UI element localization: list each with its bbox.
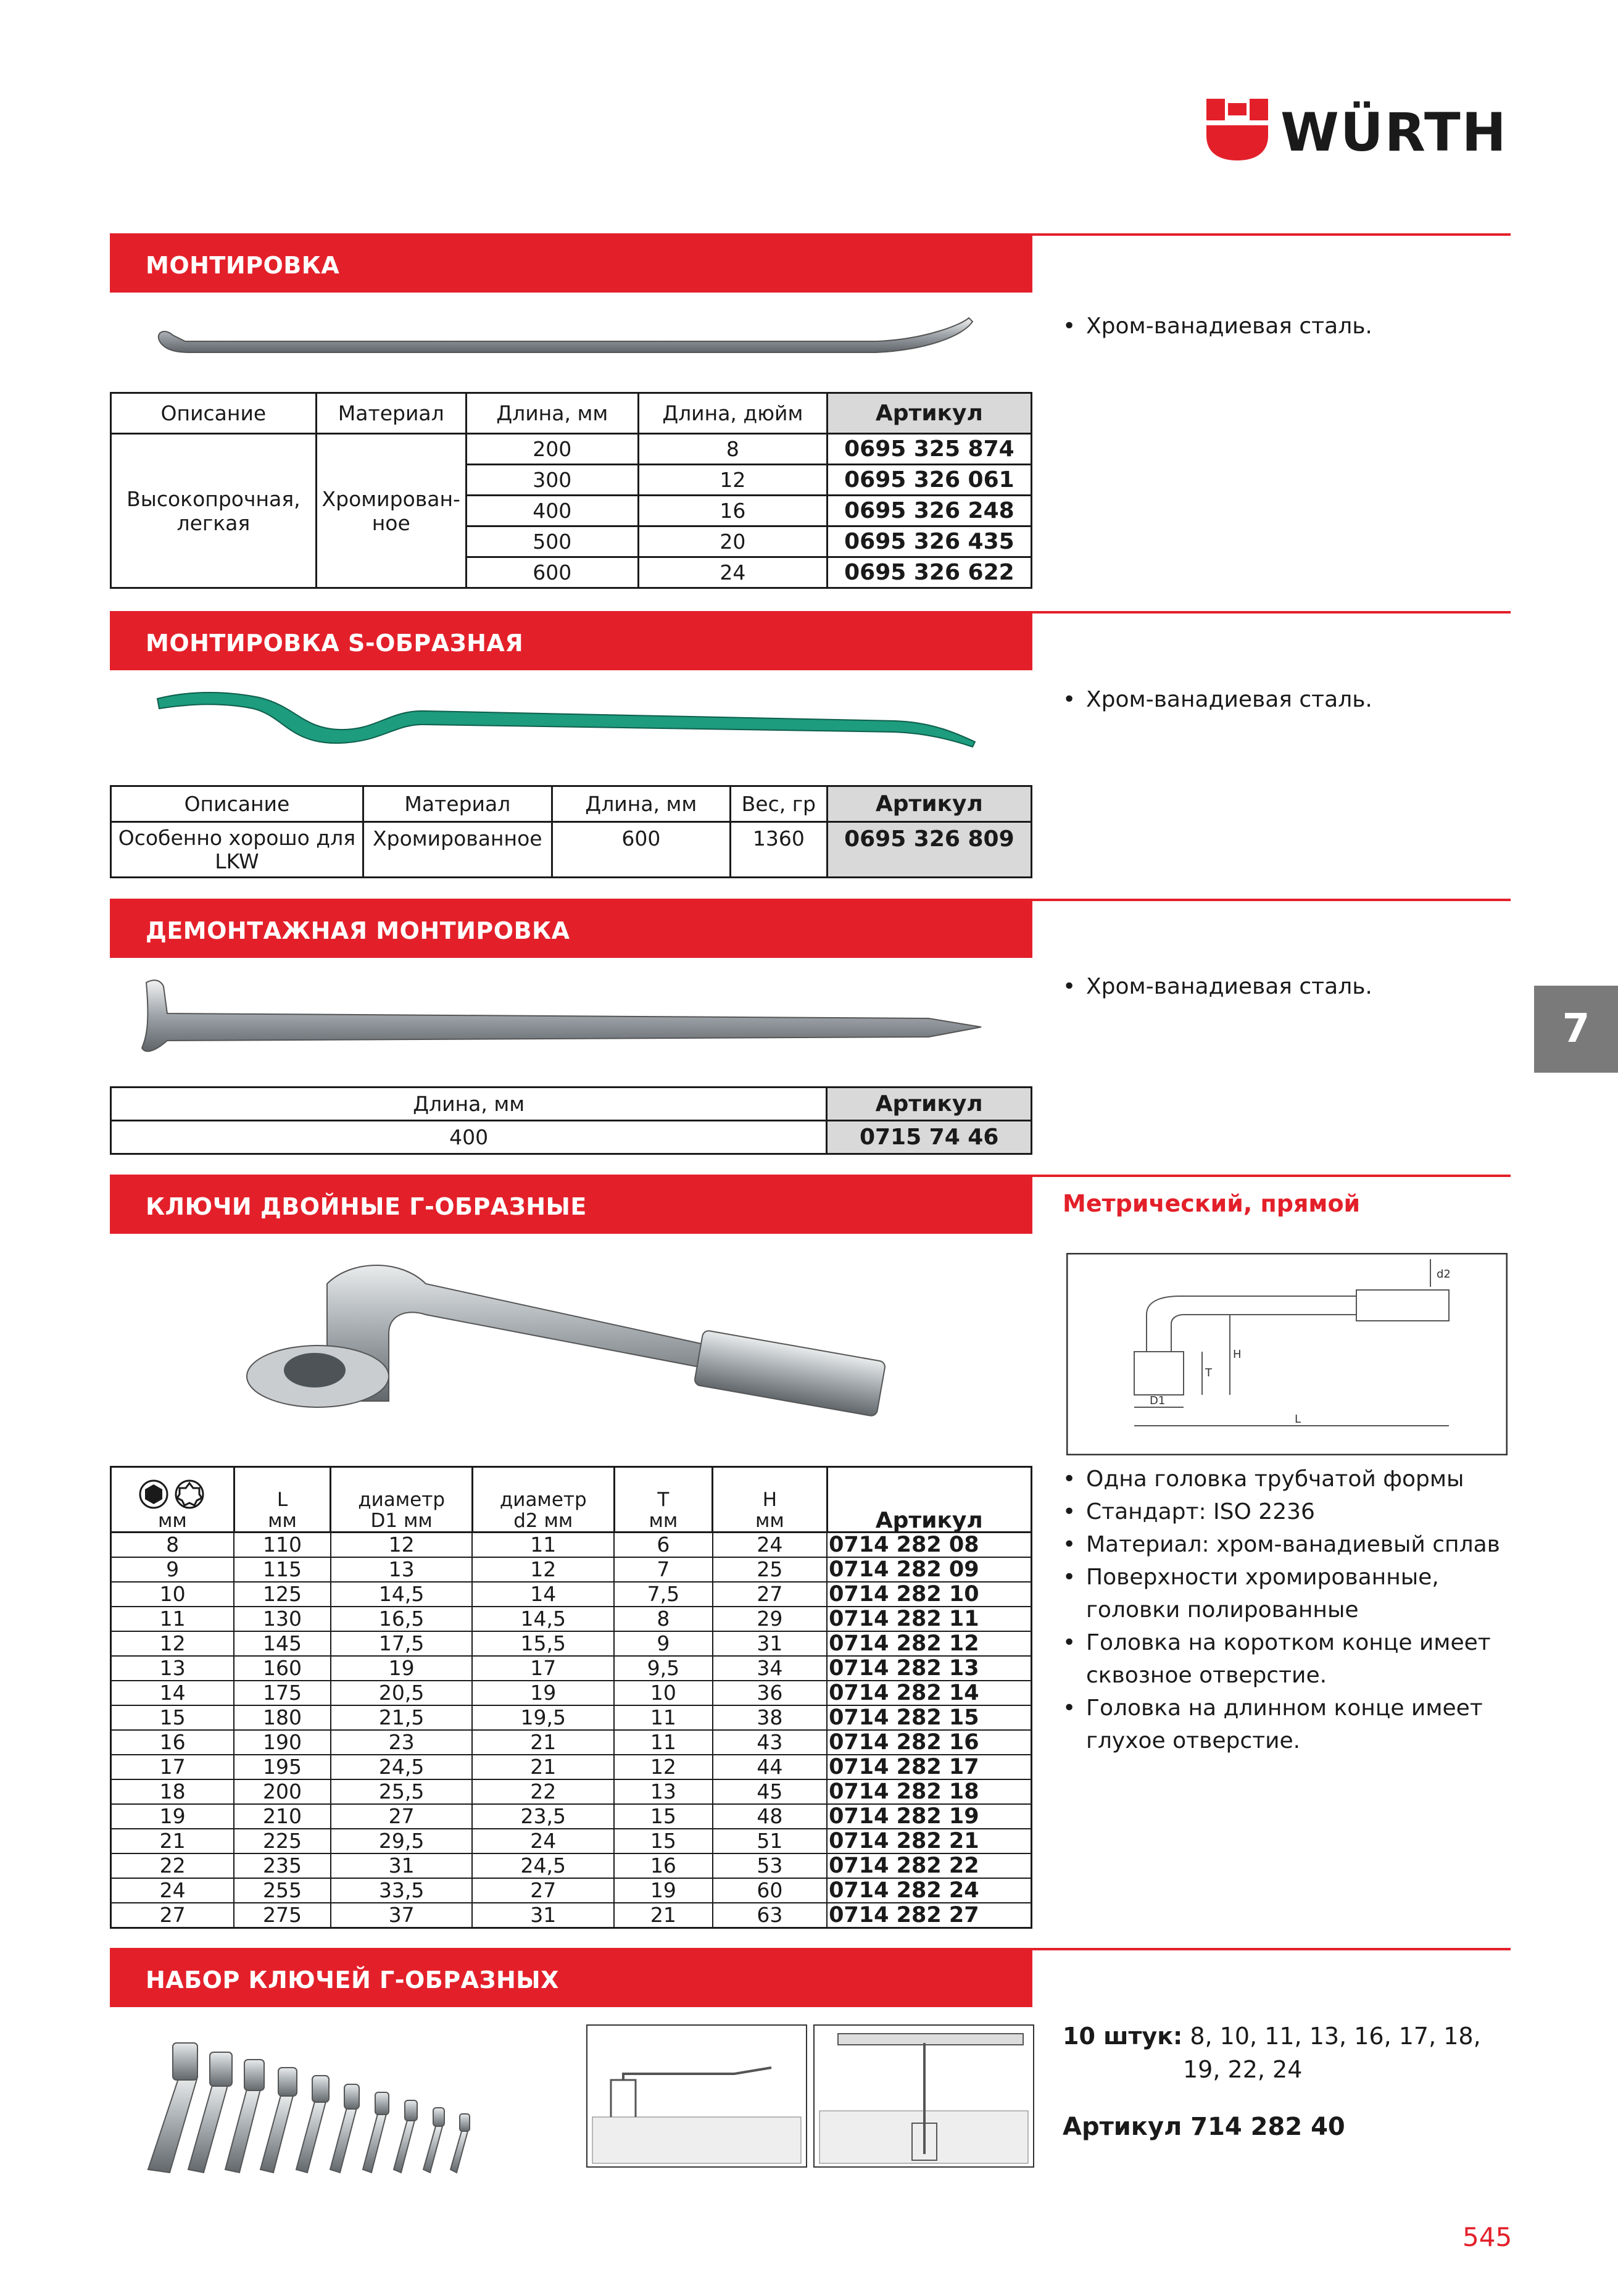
section-title: МОНТИРОВКА S-ОБРАЗНАЯ bbox=[146, 630, 524, 657]
table-cell: 9,5 bbox=[614, 1656, 713, 1681]
set-sizes bbox=[1063, 2019, 1481, 2086]
table-cell: 125 bbox=[234, 1582, 331, 1607]
table-cell: 12 bbox=[111, 1631, 234, 1656]
col-header: Материал bbox=[363, 786, 552, 822]
table-cell: 17 bbox=[111, 1755, 234, 1779]
article-cell: 0714 282 12 bbox=[827, 1631, 1031, 1656]
table-cell: 27 bbox=[472, 1878, 614, 1903]
section-header bbox=[110, 1177, 1032, 1234]
feature-item: • Поверхности хромированные, головки полированные bbox=[1063, 1561, 1507, 1626]
demount-lever-image bbox=[139, 975, 997, 1068]
table-cell: 24 bbox=[638, 557, 827, 588]
table-row bbox=[111, 1681, 1032, 1705]
table-cell: 200 bbox=[466, 434, 638, 465]
table-cell: 12 bbox=[331, 1533, 473, 1558]
table-cell: 235 bbox=[234, 1853, 331, 1878]
feature-item: • Одна головка трубчатой формы bbox=[1063, 1463, 1507, 1495]
size-unit: мм bbox=[157, 1510, 187, 1532]
table-cell: 63 bbox=[713, 1903, 827, 1928]
table-cell: 500 bbox=[466, 526, 638, 557]
wurth-logo bbox=[1203, 96, 1512, 164]
set-article: Артикул 714 282 40 bbox=[1063, 2113, 1345, 2141]
feature-list bbox=[1063, 1463, 1507, 1757]
diagram-label-l: L bbox=[1295, 1413, 1301, 1426]
table-cell: 15 bbox=[614, 1829, 713, 1853]
header-unit: мм bbox=[268, 1510, 297, 1532]
table-cell: 14,5 bbox=[472, 1607, 614, 1631]
article-cell: 0714 282 21 bbox=[827, 1829, 1031, 1853]
wrench-table-body bbox=[111, 1533, 1032, 1928]
table-cell: 600 bbox=[466, 557, 638, 588]
table-row bbox=[111, 1779, 1032, 1804]
table-cell: 11 bbox=[472, 1533, 614, 1558]
table-cell: 20 bbox=[638, 526, 827, 557]
table-cell: 21,5 bbox=[331, 1705, 473, 1730]
header-text: H bbox=[762, 1489, 778, 1511]
feature-item: • Хром-ванадиевая сталь. bbox=[1063, 310, 1507, 343]
table-row bbox=[111, 1656, 1032, 1681]
diagram-label-d2: d2 bbox=[1437, 1268, 1451, 1281]
table-cell: 12 bbox=[472, 1557, 614, 1582]
feature-item: • Головка на длинном конце имеет глухое отверстие. bbox=[1063, 1692, 1507, 1757]
usage-diagram-right bbox=[813, 2024, 1034, 2168]
table-cell: 275 bbox=[234, 1903, 331, 1928]
tire-lever-image bbox=[148, 306, 1000, 373]
header-unit: мм bbox=[755, 1510, 784, 1532]
article-cell: 0715 74 46 bbox=[827, 1121, 1032, 1154]
table-cell: 22 bbox=[472, 1779, 614, 1804]
table-row bbox=[111, 1607, 1032, 1631]
table-cell: 25 bbox=[713, 1557, 827, 1582]
feature-list bbox=[1063, 970, 1507, 1003]
table-cell: 160 bbox=[234, 1656, 331, 1681]
table-cell: 14 bbox=[472, 1582, 614, 1607]
table-cell: 8 bbox=[638, 434, 827, 465]
table-row bbox=[111, 1631, 1032, 1656]
table-cell: 12 bbox=[638, 465, 827, 496]
table-cell: 31 bbox=[713, 1631, 827, 1656]
header-text: L bbox=[276, 1489, 288, 1511]
spec-table bbox=[110, 392, 1032, 589]
table-cell: 34 bbox=[713, 1656, 827, 1681]
table-cell: 24,5 bbox=[331, 1755, 473, 1779]
article-cell: 0714 282 27 bbox=[827, 1903, 1031, 1928]
wrench-size-table bbox=[110, 1466, 1032, 1929]
article-cell: 0714 282 17 bbox=[827, 1755, 1031, 1779]
s-tire-lever-image bbox=[154, 685, 981, 753]
table-cell: 60 bbox=[713, 1878, 827, 1903]
article-cell: 0714 282 18 bbox=[827, 1779, 1031, 1804]
table-cell: 115 bbox=[234, 1557, 331, 1582]
article-cell: 0714 282 22 bbox=[827, 1853, 1031, 1878]
table-cell: 53 bbox=[713, 1853, 827, 1878]
table-cell: 31 bbox=[472, 1903, 614, 1928]
table-cell: 130 bbox=[234, 1607, 331, 1631]
table-cell: 400 bbox=[111, 1121, 827, 1154]
spec-table bbox=[110, 1086, 1032, 1155]
table-cell: 44 bbox=[713, 1755, 827, 1779]
table-cell: 10 bbox=[614, 1681, 713, 1705]
article-cell: 0714 282 24 bbox=[827, 1878, 1031, 1903]
description-cell: Особенно хорошо для LKW bbox=[111, 822, 363, 878]
table-cell: 15,5 bbox=[472, 1631, 614, 1656]
feature-list bbox=[1063, 310, 1507, 343]
table-row bbox=[111, 1829, 1032, 1853]
table-cell: 29 bbox=[713, 1607, 827, 1631]
table-cell: 38 bbox=[713, 1705, 827, 1730]
material-cell: Хромированное bbox=[363, 822, 552, 878]
table-cell: 7,5 bbox=[614, 1582, 713, 1607]
table-cell: 21 bbox=[111, 1829, 234, 1853]
article-cell: 0695 326 622 bbox=[827, 557, 1031, 588]
wrench-dimension-diagram bbox=[1066, 1253, 1508, 1455]
table-cell: 19 bbox=[472, 1681, 614, 1705]
table-cell: 36 bbox=[713, 1681, 827, 1705]
table-cell: 11 bbox=[614, 1730, 713, 1755]
table-cell: 15 bbox=[111, 1705, 234, 1730]
article-cell: 0714 282 16 bbox=[827, 1730, 1031, 1755]
material-cell: Хромирован-ное bbox=[316, 434, 466, 588]
table-cell: 21 bbox=[472, 1755, 614, 1779]
table-cell: 24 bbox=[472, 1829, 614, 1853]
table-cell: 1360 bbox=[730, 822, 827, 878]
article-cell: 0714 282 13 bbox=[827, 1656, 1031, 1681]
table-row bbox=[111, 1582, 1032, 1607]
table-cell: 43 bbox=[713, 1730, 827, 1755]
diagram-label-t: T bbox=[1205, 1366, 1212, 1379]
description-cell: Высокопрочная, легкая bbox=[111, 434, 317, 588]
feature-item: • Хром-ванадиевая сталь. bbox=[1063, 683, 1507, 716]
table-cell: 180 bbox=[234, 1705, 331, 1730]
table-row bbox=[111, 1557, 1032, 1582]
table-cell: 21 bbox=[614, 1903, 713, 1928]
table-cell: 19,5 bbox=[472, 1705, 614, 1730]
article-cell: 0714 282 19 bbox=[827, 1804, 1031, 1829]
wrench-set-image bbox=[123, 2015, 543, 2200]
table-cell: 255 bbox=[234, 1878, 331, 1903]
table-cell: 300 bbox=[466, 465, 638, 496]
table-cell: 19 bbox=[614, 1878, 713, 1903]
table-cell: 10 bbox=[111, 1582, 234, 1607]
col-header-article: Артикул bbox=[827, 1088, 1032, 1121]
article-cell: 0714 282 14 bbox=[827, 1681, 1031, 1705]
header-text: диаметр bbox=[358, 1489, 445, 1511]
page-number: 545 bbox=[1462, 2222, 1512, 2252]
article-cell: 0714 282 10 bbox=[827, 1582, 1031, 1607]
hex-bihex-icon bbox=[135, 1478, 209, 1510]
table-cell: 25,5 bbox=[331, 1779, 473, 1804]
table-row bbox=[111, 1804, 1032, 1829]
col-header: Длина, мм bbox=[466, 393, 638, 434]
col-header-size bbox=[111, 1467, 234, 1533]
set-sizes-line2: 19, 22, 24 bbox=[1183, 2056, 1303, 2083]
table-cell: 17 bbox=[472, 1656, 614, 1681]
section-subtitle: Метрический, прямой bbox=[1063, 1190, 1361, 1217]
article-cell: 0695 326 435 bbox=[827, 526, 1031, 557]
section-header bbox=[110, 1950, 1032, 2007]
table-cell: 9 bbox=[614, 1631, 713, 1656]
table-cell: 16,5 bbox=[331, 1607, 473, 1631]
table-cell: 45 bbox=[713, 1779, 827, 1804]
double-l-wrench-image bbox=[204, 1247, 969, 1460]
header-unit: D1 мм bbox=[370, 1510, 433, 1532]
section-header bbox=[110, 901, 1032, 958]
col-header: Длина, дюйм bbox=[638, 393, 827, 434]
table-cell: 19 bbox=[111, 1804, 234, 1829]
col-header: Описание bbox=[111, 786, 363, 822]
table-cell: 12 bbox=[614, 1755, 713, 1779]
table-cell: 14,5 bbox=[331, 1582, 473, 1607]
table-cell: 13 bbox=[614, 1779, 713, 1804]
col-header: Длина, мм bbox=[111, 1088, 827, 1121]
table-cell: 16 bbox=[111, 1730, 234, 1755]
table-cell: 400 bbox=[466, 496, 638, 526]
table-cell: 11 bbox=[614, 1705, 713, 1730]
col-header-d1 bbox=[331, 1467, 473, 1533]
col-header-article: Артикул bbox=[827, 786, 1031, 822]
section-title: МОНТИРОВКА bbox=[146, 252, 340, 279]
table-cell: 600 bbox=[552, 822, 730, 878]
article-cell: 0695 326 809 bbox=[827, 822, 1031, 878]
table-cell: 145 bbox=[234, 1631, 331, 1656]
wurth-logo-mark-icon bbox=[1203, 96, 1271, 164]
article-cell: 0714 282 11 bbox=[827, 1607, 1031, 1631]
table-cell: 8 bbox=[614, 1607, 713, 1631]
feature-item: • Головка на коротком конце имеет сквозное отверстие. bbox=[1063, 1626, 1507, 1692]
header-unit: мм bbox=[649, 1510, 678, 1532]
article-cell: 0695 325 874 bbox=[827, 434, 1031, 465]
table-cell: 175 bbox=[234, 1681, 331, 1705]
table-row bbox=[111, 1878, 1032, 1903]
table-row bbox=[111, 1533, 1032, 1558]
table-cell: 31 bbox=[331, 1853, 473, 1878]
table-row bbox=[111, 1903, 1032, 1928]
table-row bbox=[111, 1853, 1032, 1878]
article-cell: 0714 282 09 bbox=[827, 1557, 1031, 1582]
section-header bbox=[110, 236, 1032, 293]
table-cell: 9 bbox=[111, 1557, 234, 1582]
table-cell: 7 bbox=[614, 1557, 713, 1582]
section-header bbox=[110, 614, 1032, 670]
feature-list bbox=[1063, 683, 1507, 716]
col-header-l bbox=[234, 1467, 331, 1533]
wurth-logo-text: WÜRTH bbox=[1280, 102, 1508, 164]
table-cell: 24 bbox=[713, 1533, 827, 1558]
spec-table bbox=[110, 785, 1032, 878]
diagram-label-d1: D1 bbox=[1150, 1394, 1166, 1407]
table-cell: 17,5 bbox=[331, 1631, 473, 1656]
header-text: T bbox=[657, 1489, 670, 1511]
article-cell: 0714 282 08 bbox=[827, 1533, 1031, 1558]
feature-item: • Хром-ванадиевая сталь. bbox=[1063, 970, 1507, 1003]
table-cell: 19 bbox=[331, 1656, 473, 1681]
table-cell: 21 bbox=[472, 1730, 614, 1755]
table-cell: 8 bbox=[111, 1533, 234, 1558]
set-sizes-line1: 8, 10, 11, 13, 16, 17, 18, bbox=[1190, 2023, 1481, 2050]
table-cell: 51 bbox=[713, 1829, 827, 1853]
diagram-label-h: H bbox=[1233, 1348, 1242, 1361]
section-title: ДЕМОНТАЖНАЯ МОНТИРОВКА bbox=[146, 917, 570, 944]
article-cell: 0714 282 15 bbox=[827, 1705, 1031, 1730]
table-cell: 37 bbox=[331, 1903, 473, 1928]
feature-item: • Стандарт: ISO 2236 bbox=[1063, 1495, 1507, 1528]
table-cell: 13 bbox=[331, 1557, 473, 1582]
table-cell: 195 bbox=[234, 1755, 331, 1779]
table-cell: 27 bbox=[331, 1804, 473, 1829]
header-unit: d2 мм bbox=[513, 1510, 573, 1532]
usage-diagram-left bbox=[586, 2024, 807, 2168]
table-cell: 16 bbox=[638, 496, 827, 526]
table-cell: 225 bbox=[234, 1829, 331, 1853]
col-header: Описание bbox=[111, 393, 317, 434]
table-cell: 18 bbox=[111, 1779, 234, 1804]
table-cell: 24,5 bbox=[472, 1853, 614, 1878]
table-cell: 11 bbox=[111, 1607, 234, 1631]
header-text: диаметр bbox=[499, 1489, 587, 1511]
table-cell: 23,5 bbox=[472, 1804, 614, 1829]
feature-item: • Материал: хром-ванадиевый сплав bbox=[1063, 1528, 1507, 1561]
table-cell: 200 bbox=[234, 1779, 331, 1804]
col-header: Вес, гр bbox=[730, 786, 827, 822]
chapter-tab: 7 bbox=[1534, 986, 1618, 1073]
col-header-t bbox=[614, 1467, 713, 1533]
col-header: Материал bbox=[316, 393, 466, 434]
table-cell: 24 bbox=[111, 1878, 234, 1903]
table-row bbox=[111, 1730, 1032, 1755]
col-header-article: Артикул bbox=[827, 1467, 1031, 1533]
table-cell: 6 bbox=[614, 1533, 713, 1558]
col-header-article: Артикул bbox=[827, 393, 1031, 434]
table-row bbox=[111, 1705, 1032, 1730]
set-count-label: 10 штук: bbox=[1063, 2023, 1183, 2050]
section-title: КЛЮЧИ ДВОЙНЫЕ Г-ОБРАЗНЫЕ bbox=[146, 1193, 587, 1220]
table-cell: 23 bbox=[331, 1730, 473, 1755]
article-cell: 0695 326 061 bbox=[827, 465, 1031, 496]
section-title: НАБОР КЛЮЧЕЙ Г-ОБРАЗНЫХ bbox=[146, 1966, 559, 1994]
table-cell: 48 bbox=[713, 1804, 827, 1829]
table-cell: 190 bbox=[234, 1730, 331, 1755]
col-header: Длина, мм bbox=[552, 786, 730, 822]
table-cell: 210 bbox=[234, 1804, 331, 1829]
table-row bbox=[111, 1755, 1032, 1779]
col-header-d2 bbox=[472, 1467, 614, 1533]
article-cell: 0695 326 248 bbox=[827, 496, 1031, 526]
table-cell: 20,5 bbox=[331, 1681, 473, 1705]
table-cell: 15 bbox=[614, 1804, 713, 1829]
table-cell: 29,5 bbox=[331, 1829, 473, 1853]
col-header-h bbox=[713, 1467, 827, 1533]
table-cell: 14 bbox=[111, 1681, 234, 1705]
table-cell: 22 bbox=[111, 1853, 234, 1878]
table-cell: 110 bbox=[234, 1533, 331, 1558]
table-cell: 13 bbox=[111, 1656, 234, 1681]
table-cell: 27 bbox=[713, 1582, 827, 1607]
table-cell: 16 bbox=[614, 1853, 713, 1878]
table-cell: 27 bbox=[111, 1903, 234, 1928]
table-cell: 33,5 bbox=[331, 1878, 473, 1903]
